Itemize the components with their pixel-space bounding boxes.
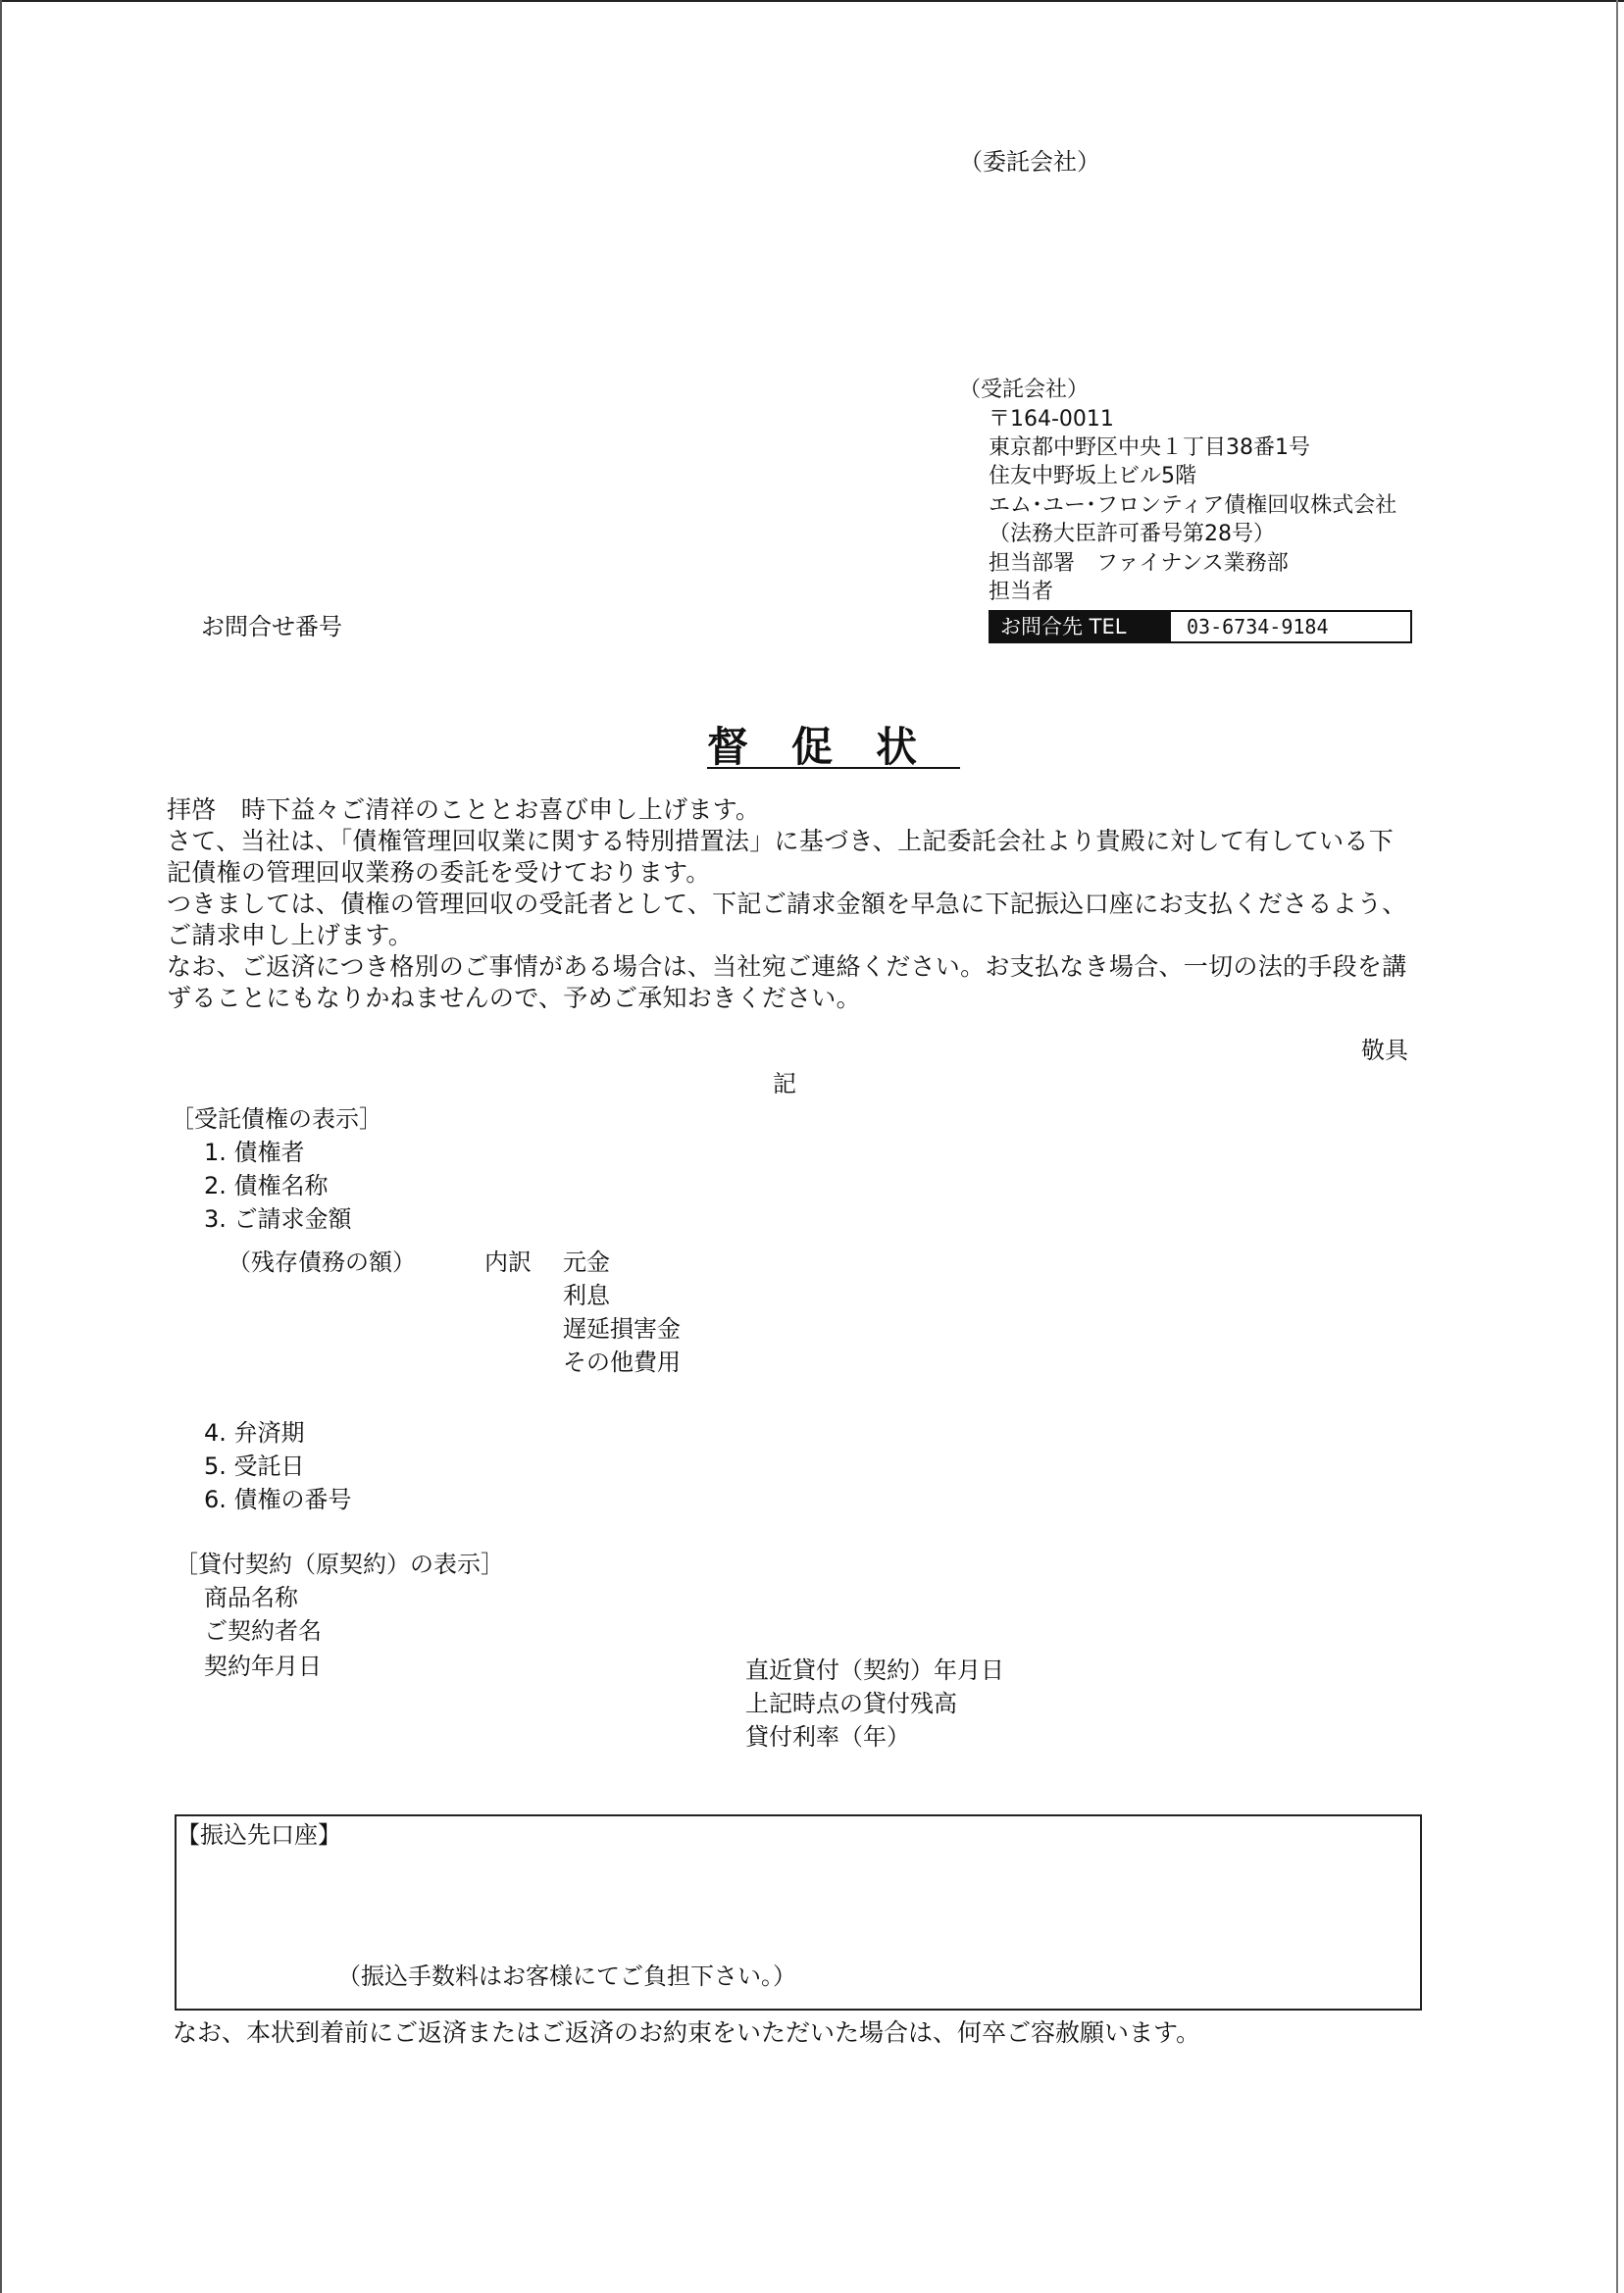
- scan-edge-right: [1616, 0, 1618, 2293]
- notice-paragraph: なお、ご返済につき格別のご事情がある場合は、当社宛ご連絡ください。お支払なき場合、一切の法的手段を講ずることにもなりかねませんので、予めご承知おきください。: [167, 952, 1407, 1012]
- principal-label: 元金: [563, 1248, 610, 1276]
- person-in-charge: 担当者: [989, 580, 1054, 604]
- transfer-account-header: 【振込先口座】: [177, 1821, 341, 1849]
- entrusting-company-label: （委託会社）: [959, 148, 1100, 176]
- claim-section-header: ［受託債権の表示］: [171, 1105, 382, 1133]
- entrusted-date-label: 5. 受託日: [204, 1452, 305, 1480]
- latest-loan-date-label: 直近貸付（契約）年月日: [745, 1656, 1004, 1684]
- product-name-label: 商品名称: [204, 1584, 298, 1611]
- breakdown-label: 内訳: [484, 1248, 532, 1276]
- scan-edge-left: [0, 0, 2, 2293]
- claim-number-label: 6. 債権の番号: [204, 1486, 352, 1513]
- interest-rate-label: 貸付利率（年）: [745, 1723, 910, 1751]
- address-line-2: 住友中野坂上ビル5階: [989, 464, 1196, 488]
- inquiry-number-label: お問合せ番号: [201, 613, 342, 640]
- postal-code: 〒164-0011: [989, 407, 1114, 432]
- address-line-1: 東京都中野区中央１丁目38番1号: [989, 435, 1310, 460]
- transfer-fee-note: （振込手数料はお客様にてご負担下さい。）: [337, 1962, 796, 1990]
- document-title: [0, 722, 1624, 773]
- scan-edge-top: [0, 0, 1624, 2]
- license-number: （法務大臣許可番号第28号）: [989, 522, 1275, 546]
- entrustment-paragraph: さて、当社は、「債権管理回収業に関する特別措置法」に基づき、上記委託会社より貴殿に対して有している下記債権の管理回収業務の委託を受けております。: [167, 827, 1395, 887]
- closing-keigu: 敬具: [1361, 1037, 1408, 1064]
- residual-debt-label: （残存債務の額）: [228, 1248, 416, 1276]
- greeting-paragraph: 拝啓 時下益々ご清祥のこととお喜び申し上げます。: [167, 795, 761, 824]
- tel-box: [989, 610, 1412, 643]
- letter-body: [167, 794, 1412, 1014]
- interest-label: 利息: [563, 1282, 610, 1309]
- other-costs-label: その他費用: [563, 1349, 681, 1376]
- loan-balance-label: 上記時点の貸付残高: [745, 1690, 957, 1717]
- claim-name: 2. 債権名称: [204, 1172, 329, 1199]
- ki-heading: 記: [773, 1070, 796, 1097]
- due-date-label: 4. 弁済期: [204, 1419, 305, 1447]
- late-damages-label: 遅延損害金: [563, 1315, 681, 1343]
- tel-label: お問合先 TEL: [990, 612, 1171, 641]
- company-name: エム･ユー･フロンティア債権回収株式会社: [989, 493, 1397, 518]
- contract-section-header: ［貸付契約（原契約）の表示］: [175, 1551, 504, 1578]
- department: 担当部署 ファイナンス業務部: [989, 551, 1289, 576]
- title-text: 督促状: [706, 723, 960, 771]
- tel-number: 03-6734-9184: [1187, 615, 1329, 638]
- contractor-name-label: ご契約者名: [204, 1617, 322, 1645]
- claim-creditor: 1. 債権者: [204, 1139, 305, 1166]
- contract-date-label: 契約年月日: [204, 1653, 322, 1680]
- footer-note: なお、本状到着前にご返済またはご返済のお約束をいただいた場合は、何卒ご容赦願います。: [173, 2018, 1201, 2047]
- entrusted-company-label: （受託会社）: [959, 378, 1090, 402]
- request-paragraph: つきましては、債権の管理回収の受託者として、下記ご請求金額を早急に下記振込口座にお支払くださるよう、ご請求申し上げます。: [167, 890, 1407, 949]
- claim-amount: 3. ご請求金額: [204, 1205, 352, 1233]
